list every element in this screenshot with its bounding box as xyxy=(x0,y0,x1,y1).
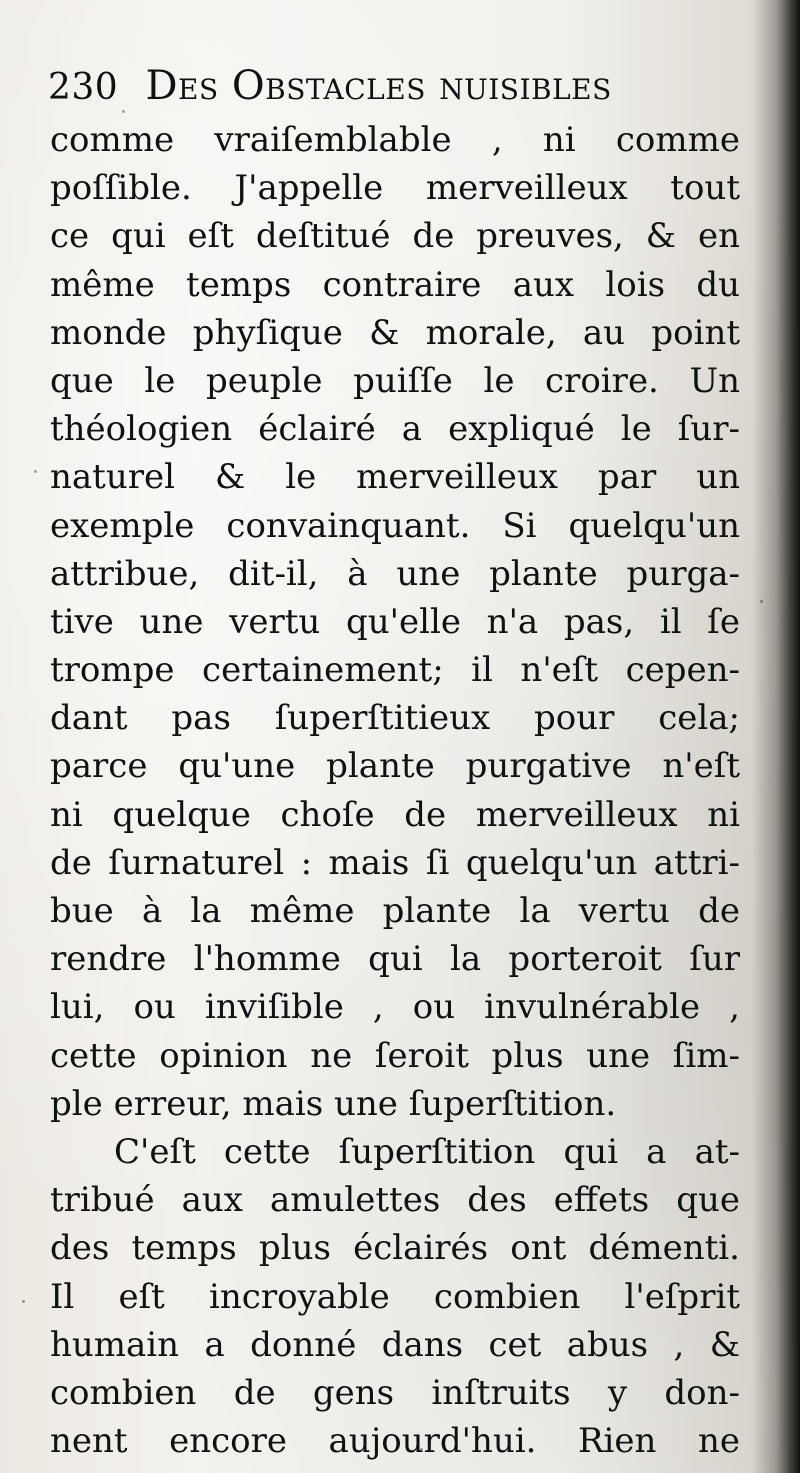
text-line: cette opinion ne ſeroit plus une ſim- xyxy=(50,1035,740,1076)
text-line: tive une vertu qu'elle n'a pas, il ſe xyxy=(50,601,740,642)
text-line: de ſurnaturel : mais ſi quelqu'un attri- xyxy=(50,842,740,883)
text-line: attribue, dit-il, à une plante purga- xyxy=(50,553,740,594)
text-line: exemple convainquant. Si quelqu'un xyxy=(50,505,740,546)
text-line: ni quelque choſe de merveilleux ni xyxy=(50,794,740,835)
text-line: poſſible. J'appelle merveilleux tout xyxy=(50,168,740,209)
text-line: rendre l'homme qui la porteroit ſur xyxy=(50,939,740,980)
paper-speck xyxy=(760,600,763,603)
running-title: Des Obstacles nuisibles xyxy=(145,63,612,109)
text-line: trompe certainement; il n'eſt cepen- xyxy=(50,650,740,691)
text-line: naturel & le merveilleux par un xyxy=(50,457,740,498)
text-line: humain a donné dans cet abus , & xyxy=(50,1324,740,1365)
text-line: nent encore aujourd'hui. Rien ne xyxy=(50,1421,740,1462)
paragraph-start-line: C'eſt cette ſuperſtition qui a at- xyxy=(114,1131,740,1172)
text-line: des temps plus éclairés ont démenti. xyxy=(50,1228,740,1269)
page-header xyxy=(48,58,748,114)
text-line: tribué aux amulettes des effets que xyxy=(50,1180,740,1221)
text-line: lui, ou inviſible , ou invulnérable , xyxy=(50,987,740,1028)
text-line: même temps contraire aux lois du xyxy=(50,264,740,305)
text-line: monde phyſique & morale, au point xyxy=(50,312,740,353)
text-line: bue à la même plante la vertu de xyxy=(50,891,740,931)
paragraph-end-line: ple erreur, mais une ſuperſtition. xyxy=(50,1083,617,1124)
page-number: 230 xyxy=(48,67,119,108)
text-line: comme vraiſemblable , ni comme xyxy=(50,120,740,160)
body-text xyxy=(50,116,740,1462)
text-line: ce qui eſt deſtitué de preuves, & en xyxy=(50,216,740,257)
text-line: que le peuple puiſſe le croire. Un xyxy=(50,360,740,401)
text-line: Il eſt incroyable combien l'eſprit xyxy=(50,1276,740,1317)
text-line: théologien éclairé a expliqué le ſur- xyxy=(50,409,740,450)
paper-speck xyxy=(22,1300,25,1303)
text-line: dant pas ſuperſtitieux pour cela; xyxy=(50,698,740,739)
text-line: parce qu'une plante purgative n'eſt xyxy=(50,746,740,787)
text-line: combien de gens inſtruits y don- xyxy=(50,1372,740,1413)
paper-speck xyxy=(34,470,37,473)
